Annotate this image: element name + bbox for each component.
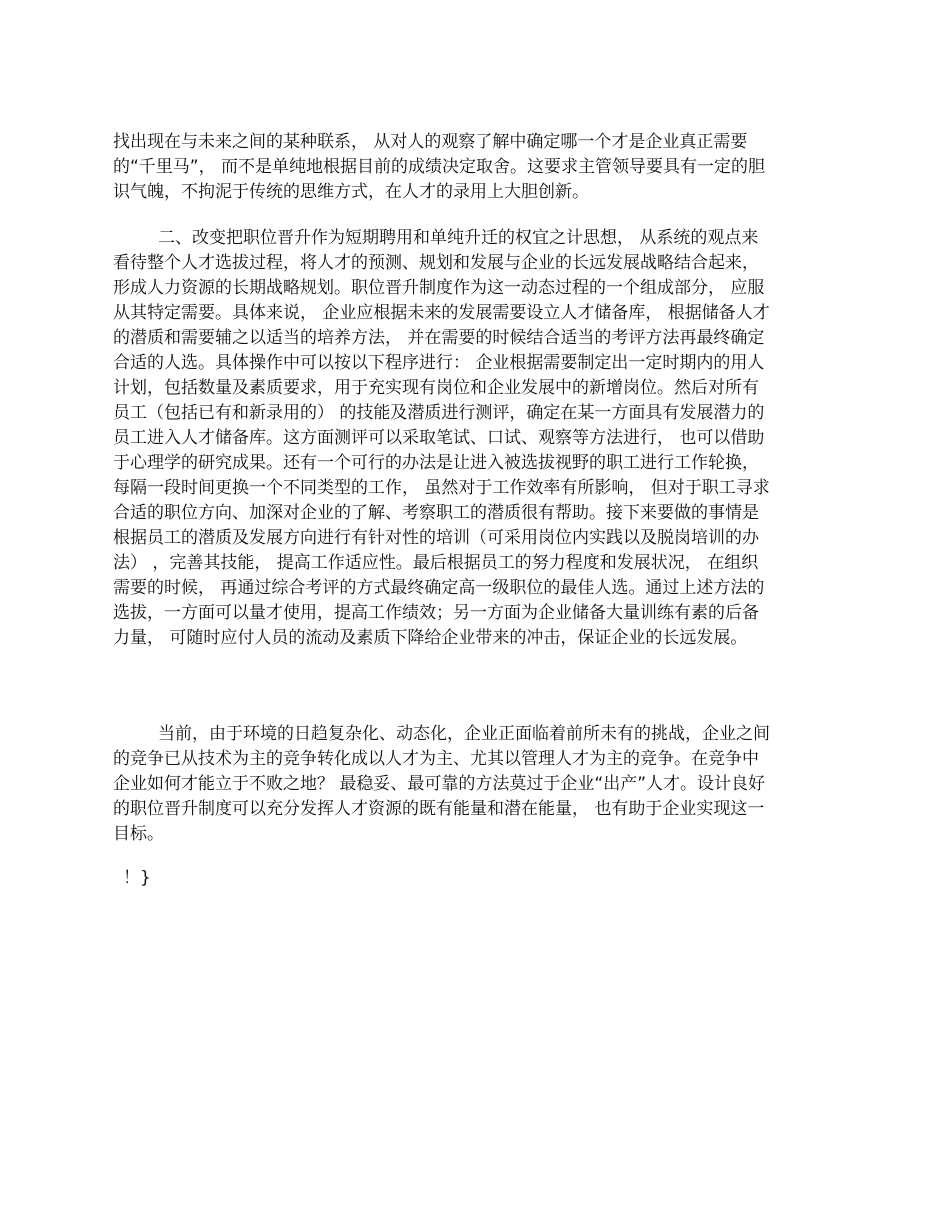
paragraph-1: 找出现在与未来之间的某种联系， 从对人的观察了解中确定哪一个才是企业真正需要的“千里马”， 而不是单纯地根据目前的成绩决定取舍。这要求主管领导要具有一定的胆识气魄，不拘泥于传统的思维方式，在人才的录用上大胆创新。 [113, 132, 766, 202]
trailing-marks: ！} [123, 868, 151, 888]
paragraph-3: 当前，由于环境的日趋复杂化、动态化，企业正面临着前所未有的挑战，企业之间的竞争已从技术为主的竞争转化成以人才为主、尤其以管理人才为主的竞争。在竞争中企业如何才能立于不败之地？ 最稳妥、最可靠的方法莫过于企业“出产”人才。设计良好的职位晋升制度可以充分发挥人才资源的既有能量和潜在能量， 也有助于企业实现这一目标。 [113, 724, 770, 844]
paragraph-2: 二、改变把职位晋升作为短期聘用和单纯升迁的权宜之计思想， 从系统的观点来看待整个人才选拔过程，将人才的预测、规划和发展与企业的长远发展战略结合起来， 形成人力资源的长期战略规划。职位晋升制度作为这一动态过程的一个组成部分， 应服从其特定需要。具体来说， 企业应根据未来的发展需要设立人才储备库， 根据储备人才的潜质和需要辅之以适当的培养方法， 并在需要的时候结合适当的考评方法再最终确定合适的人选。具体操作中可以按以下程序进行： 企业根据需要制定出一定时期内的用人计划，包括数量及素质要求，用于充实现有岗位和企业发展中的新增岗位。然后对所有员工（包括已有和新录用的） 的技能及潜质进行测评，确定在某一方面具有发展潜力的员工进入人才储备库。这方面测评可以采取笔试、口试、观察等方法进行， 也可以借助于心理学的研究成果。还有一个可行的办法是让进入被选拔视野的职工进行工作轮换， 每隔一段时间更换一个不同类型的工作， 虽然对于工作效率有所影响， 但对于职工寻求合适的职位方向、加深对企业的了解、考察职工的潜质很有帮助。接下来要做的事情是根据员工的潜质及发展方向进行有针对性的培训（可采用岗位内实践以及脱岗培训的办法） ，完善其技能， 提高工作适应性。最后根据员工的努力程度和发展状况， 在组织需要的时候， 再通过综合考评的方式最终确定高一级职位的最佳人选。通过上述方法的选拔，一方面可以量才使用，提高工作绩效；另一方面为企业储备大量训练有素的后备力量， 可随时应付人员的流动及素质下降给企业带来的冲击，保证企业的长远发展。 [113, 228, 770, 648]
